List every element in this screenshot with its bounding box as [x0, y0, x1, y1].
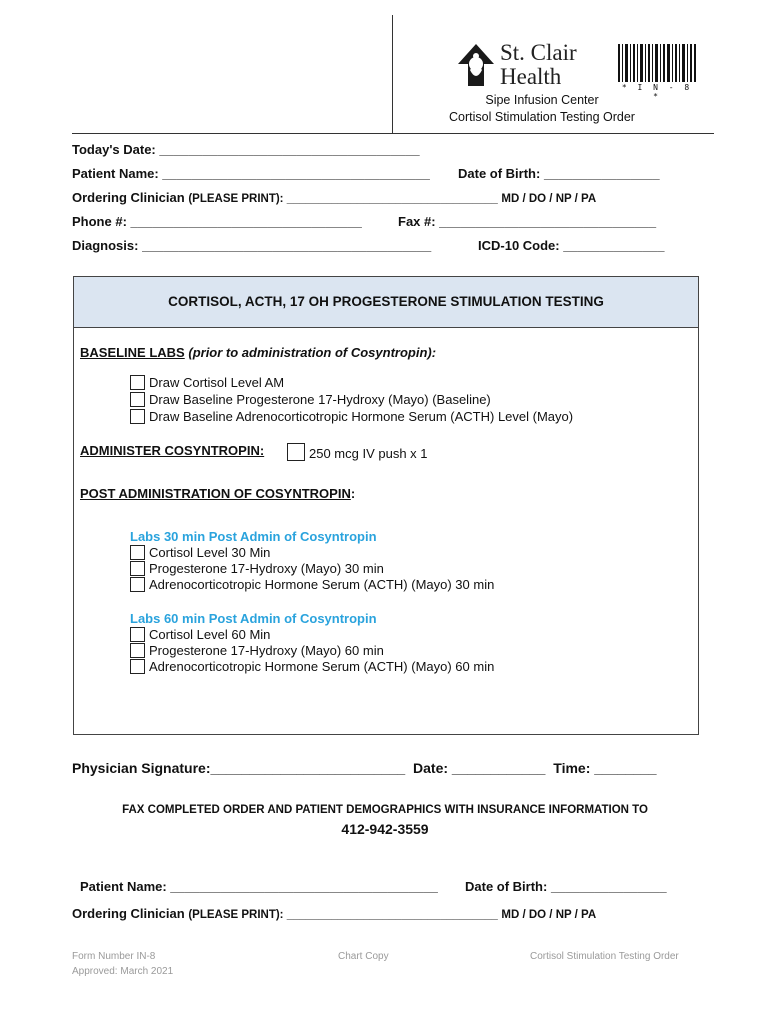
signature-time-field[interactable]: Time: ________ — [553, 760, 657, 776]
barcode-icon — [618, 44, 696, 82]
baseline-item-3[interactable] — [130, 409, 573, 424]
baseline-item-label: Draw Baseline Progesterone 17-Hydroxy (Mayo) (Baseline) — [149, 392, 491, 407]
labs60-item-label: Cortisol Level 60 Min — [149, 627, 271, 642]
post-admin-colon: : — [350, 486, 356, 501]
post-admin-heading: POST ADMINISTRATION OF COSYNTROPIN — [80, 486, 351, 501]
header-divider-horizontal — [72, 133, 714, 134]
bottom-ordering-clinician-field[interactable] — [72, 906, 596, 921]
barcode-text: * I N - 8 * — [621, 83, 693, 101]
footer-title: Cortisol Stimulation Testing Order — [530, 951, 679, 962]
footer-copy: Chart Copy — [338, 951, 389, 962]
baseline-heading: BASELINE LABS — [80, 345, 185, 360]
barcode — [618, 44, 696, 101]
labs60-item-1[interactable] — [130, 627, 270, 642]
administer-item-label: 250 mcg IV push x 1 — [309, 446, 428, 461]
logo-line1: St. Clair — [500, 40, 577, 65]
order-box-title: CORTISOL, ACTH, 17 OH PROGESTERONE STIMULATION TESTING — [168, 294, 604, 309]
clinician-label: Ordering Clinician — [72, 190, 185, 205]
labs30-item-label: Adrenocorticotropic Hormone Serum (ACTH) (Mayo) 30 min — [149, 577, 495, 592]
order-box — [73, 276, 699, 735]
icd10-field[interactable]: ICD-10 Code: ______________ — [478, 238, 665, 253]
labs60-item-2[interactable] — [130, 643, 384, 658]
administer-row — [80, 443, 264, 458]
labs30-item-label: Cortisol Level 30 Min — [149, 545, 271, 560]
administer-heading: ADMINISTER COSYNTROPIN: — [80, 443, 265, 458]
footer-form-number: Form Number IN-8 — [72, 951, 156, 962]
st-clair-logo-icon — [456, 42, 496, 88]
checkbox-icon[interactable] — [130, 577, 145, 592]
bottom-clinician-suffix: MD / DO / NP / PA — [501, 909, 597, 921]
baseline-item-label: Draw Cortisol Level AM — [149, 375, 285, 390]
baseline-note: (prior to administration of Cosyntropin): — [188, 345, 437, 360]
baseline-item-2[interactable] — [130, 392, 491, 407]
labs60-item-label: Adrenocorticotropic Hormone Serum (ACTH) (Mayo) 60 min — [149, 659, 495, 674]
phone-field[interactable]: Phone #: ________________________________ — [72, 214, 362, 229]
fax-field[interactable]: Fax #: ______________________________ — [398, 214, 657, 229]
fax-instruction: FAX COMPLETED ORDER AND PATIENT DEMOGRAPHICS WITH INSURANCE INFORMATION TO — [122, 804, 648, 816]
labs30-item-label: Progesterone 17-Hydroxy (Mayo) 30 min — [149, 561, 384, 576]
checkbox-icon[interactable] — [130, 627, 145, 642]
bottom-patient-name-field[interactable]: Patient Name: _____________________________________ — [80, 879, 438, 894]
labs30-item-3[interactable] — [130, 577, 494, 592]
bottom-dob-field[interactable]: Date of Birth: ________________ — [465, 879, 667, 894]
logo-line2: Health — [500, 64, 562, 89]
labs30-item-1[interactable] — [130, 545, 270, 560]
ordering-clinician-field[interactable] — [72, 190, 596, 205]
baseline-item-label: Draw Baseline Adrenocorticotropic Hormone Serum (ACTH) Level (Mayo) — [149, 409, 574, 424]
bottom-clinician-print: (PLEASE PRINT): _________________________________ — [188, 909, 498, 921]
checkbox-icon[interactable] — [287, 443, 305, 461]
checkbox-icon[interactable] — [130, 561, 145, 576]
todays-date-field[interactable]: Today's Date: ____________________________________ — [72, 142, 420, 157]
checkbox-icon[interactable] — [130, 545, 145, 560]
order-box-header — [74, 277, 698, 328]
signature-row — [72, 760, 657, 776]
clinician-print: (PLEASE PRINT): _________________________________ — [188, 193, 498, 205]
labs30-item-2[interactable] — [130, 561, 384, 576]
st-clair-logo — [456, 42, 586, 92]
administer-item[interactable] — [287, 443, 428, 461]
form-title: Cortisol Stimulation Testing Order — [449, 110, 635, 124]
post-admin-heading-row — [80, 486, 355, 501]
diagnosis-field[interactable]: Diagnosis: ________________________________________ — [72, 238, 432, 253]
checkbox-icon[interactable] — [130, 375, 145, 390]
labs60-heading: Labs 60 min Post Admin of Cosyntropin — [130, 611, 377, 626]
checkbox-icon[interactable] — [130, 643, 145, 658]
checkbox-icon[interactable] — [130, 392, 145, 407]
patient-name-field[interactable]: Patient Name: _____________________________________ — [72, 166, 430, 181]
footer-approved: Approved: March 2021 — [72, 966, 174, 977]
labs60-item-label: Progesterone 17-Hydroxy (Mayo) 60 min — [149, 643, 384, 658]
center-name: Sipe Infusion Center — [485, 93, 599, 107]
baseline-item-1[interactable] — [130, 375, 284, 390]
dob-field[interactable]: Date of Birth: ________________ — [458, 166, 660, 181]
labs30-heading: Labs 30 min Post Admin of Cosyntropin — [130, 529, 377, 544]
checkbox-icon[interactable] — [130, 659, 145, 674]
baseline-heading-row — [80, 345, 436, 360]
clinician-suffix: MD / DO / NP / PA — [501, 193, 597, 205]
fax-number: 412-942-3559 — [341, 821, 429, 837]
physician-signature-field[interactable]: Physician Signature:_________________________ — [72, 760, 406, 776]
bottom-clinician-label: Ordering Clinician — [72, 906, 185, 921]
labs60-item-3[interactable] — [130, 659, 494, 674]
signature-date-field[interactable]: Date: ____________ — [413, 760, 546, 776]
checkbox-icon[interactable] — [130, 409, 145, 424]
